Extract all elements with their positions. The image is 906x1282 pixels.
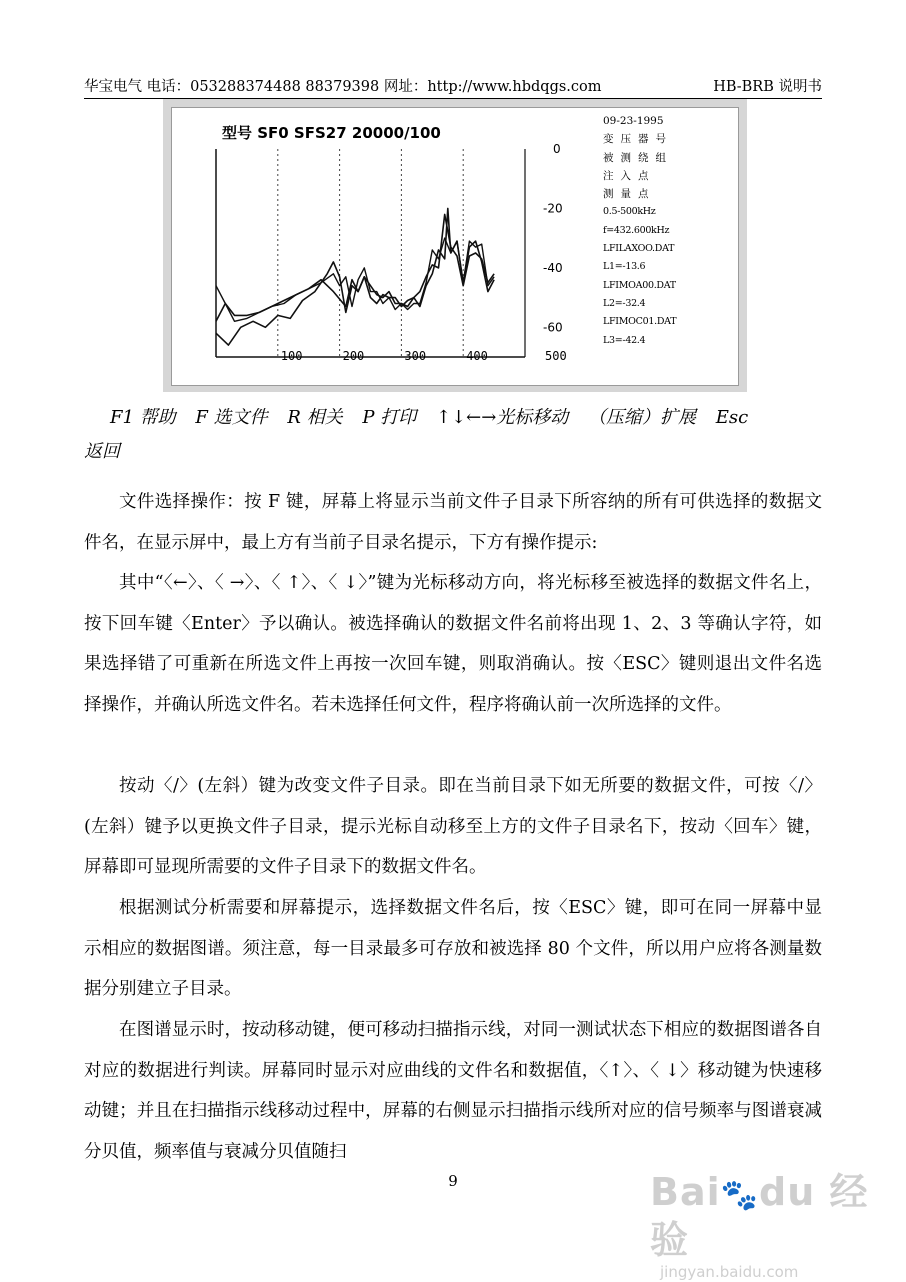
series-line-3 <box>216 214 494 345</box>
side-file-3: LFIMOC01.DAT <box>603 316 677 328</box>
key-help-bar <box>84 400 830 462</box>
key-f1-help: F1 帮助 <box>110 407 176 428</box>
key-r-correlate: R 相关 <box>287 407 343 428</box>
key-f-select-file: F 选文件 <box>195 407 268 428</box>
side-cursor-freq: f=432.600kHz <box>603 224 670 236</box>
y-tick-label: -60 <box>543 320 563 335</box>
page-number: 9 <box>448 1172 458 1190</box>
paragraph-display-spectrum: 根据测试分析需要和屏幕提示，选择数据文件名后，按〈ESC〉键，即可在同一屏幕中显示相应的数据图谱。须注意，每一目录最多可存放和被选择 80 个文件，所以用户应将各测量数据分别建立子目录。 <box>84 898 822 999</box>
side-file-2: LFIMOA00.DAT <box>603 279 676 291</box>
screen-display <box>171 107 739 386</box>
baidu-logo: Bai🐾du 经验 <box>650 1170 869 1262</box>
side-injection-point: 注入点 <box>603 169 656 182</box>
y-tick-label: -40 <box>543 260 563 275</box>
key-esc-return: 返回 <box>84 441 120 462</box>
side-info-panel <box>603 112 739 350</box>
baidu-url: jingyan.baidu.com <box>660 1263 799 1281</box>
side-winding: 被测绕组 <box>603 151 673 164</box>
side-value-2: L2=-32.4 <box>603 297 646 309</box>
key-p-print: P 打印 <box>362 407 417 428</box>
header-contact: 华宝电气 电话：053288374488 88379398 网址：http://www.hbdqgs.com <box>84 79 602 95</box>
x-tick-label: 200 <box>342 349 365 363</box>
y-tick-label: -20 <box>543 201 563 216</box>
key-esc: Esc <box>715 407 749 428</box>
x-tick-label: 300 <box>404 349 427 363</box>
series-line-1 <box>216 208 494 321</box>
x-tick-label: 400 <box>466 349 488 363</box>
header-manual-title: HB-BRB 说明书 <box>713 79 822 95</box>
baidu-watermark <box>650 1170 890 1281</box>
side-freq-range: 0.5-500kHz <box>603 206 656 218</box>
chart-title: 型号 SF0 SFS27 20000/100 <box>222 124 441 142</box>
x-tick-label: 100 <box>280 349 303 363</box>
side-transformer-no: 变压器号 <box>603 133 673 146</box>
paragraph-scan-line: 在图谱显示时，按动移动键，便可移动扫描指示线，对同一测试状态下相应的数据图谱各自对应的数据进行判读。屏幕同时显示对应曲线的文件名和数据值，〈↑〉、〈 ↓〉移动键为快速移动键；并且在扫描指示线移动过程中，屏幕的右侧显示扫描指示线所对应的信号频率与图谱衰减分贝值，频率值与衰减分贝值随扫 <box>84 1020 822 1162</box>
side-measure-point: 测量点 <box>603 188 656 201</box>
key-arrows-cursor: ↑↓←→光标移动 <box>435 407 569 428</box>
side-file-1: LFILAXOO.DAT <box>603 243 675 255</box>
x-tick-label: 500 <box>545 349 567 363</box>
y-tick-label: 0 <box>553 142 561 156</box>
paragraph-file-select: 文件选择操作：按 F 键，屏幕上将显示当前文件子目录下所容纳的所有可供选择的数据文件名，在显示屏中，最上方有当前子目录名提示，下方有操作提示: <box>84 492 822 553</box>
paragraph-change-directory: 按动〈/〉(左斜）键为改变文件子目录。即在当前目录下如无所要的数据文件，可按〈/〉(左斜）键予以更换文件子目录，提示光标自动移至上方的文件子目录名下，按动〈回车〉键，屏幕即可显现所需要的文件子目录下的数据文件名。 <box>84 776 822 877</box>
side-date: 09-23-1995 <box>603 115 664 127</box>
instrument-screenshot <box>163 99 747 392</box>
page-header <box>84 76 822 99</box>
paragraph-cursor-keys: 其中“〈←〉、〈 →〉、〈 ↑〉、〈 ↓〉”键为光标移动方向，将光标移至被选择的数据文件名上，按下回车键〈Enter〉予以确认。被选择确认的数据文件名前将出现 1、2、3 等确认字符，如果选择错了可重新在所选文件上再按一次回车键，则取消确认。按〈ESC〉键则退出文件名选择操作，并确认所选文件名。若未选择任何文件，程序将确认前一次所选择的文件。 <box>84 573 822 715</box>
side-value-1: L1=-13.6 <box>603 261 646 273</box>
key-zoom-expand: （压缩）扩展 <box>588 407 697 428</box>
side-value-3: L3=-42.4 <box>603 334 646 346</box>
